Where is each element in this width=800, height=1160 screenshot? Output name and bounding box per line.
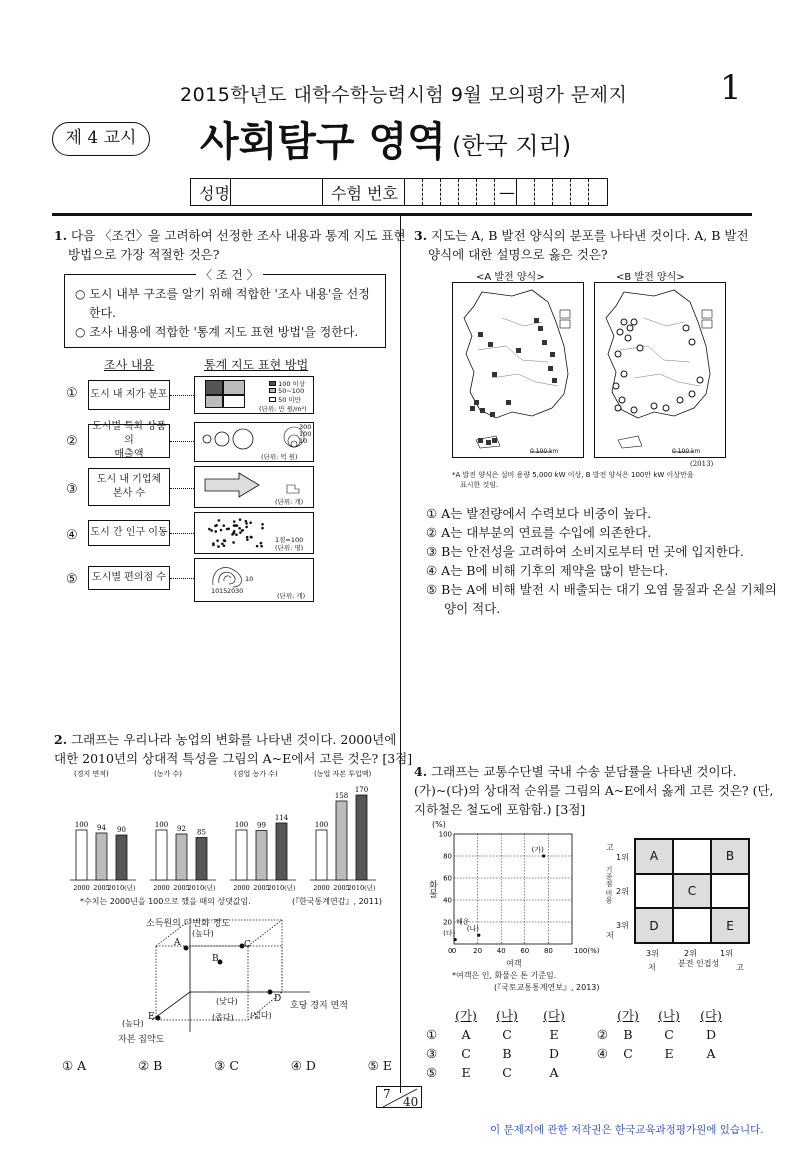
q3-text-line1: 지도는 A, B 발전 양식의 분포를 나타낸 것이다. A, B 발전 xyxy=(431,228,749,243)
density-dot xyxy=(212,544,215,547)
bar-value-label: 99 xyxy=(257,821,266,830)
category-label: 2000 xyxy=(313,884,330,892)
q3-answer-2[interactable]: ② A는 대부분의 연료를 수입에 의존한다. xyxy=(426,525,652,540)
grid-x-high: 고 xyxy=(736,963,744,972)
q4-stem xyxy=(414,762,774,819)
grid-cell-empty xyxy=(635,874,673,909)
bar xyxy=(96,833,107,880)
q1-option-content: 도시별 편의점 수 xyxy=(88,566,170,590)
bar xyxy=(176,834,187,880)
shipping-label: 해운 xyxy=(456,918,470,927)
x-tick-label: 80 xyxy=(543,947,553,955)
cube-y-high: (높다) xyxy=(192,929,214,938)
grid-y-3: 3위 xyxy=(616,921,629,930)
exam-digit-box[interactable] xyxy=(405,179,423,205)
column-divider xyxy=(400,213,401,1093)
q4-note: *여객은 인, 화물은 톤 기준임. xyxy=(452,971,557,980)
grid-cell-A: A xyxy=(635,839,673,874)
density-dot xyxy=(245,522,248,525)
period-badge: 제 4 교시 xyxy=(52,122,150,156)
q1-option-num[interactable]: ② xyxy=(66,434,78,449)
category-label: 2010(년) xyxy=(187,884,216,892)
scatter-point xyxy=(542,854,545,857)
q4-text-line1: 그래프는 교통수단별 국내 수송 분담률을 나타낸 것이다. xyxy=(431,764,737,779)
q2-answers xyxy=(62,1056,392,1075)
q4-text-line2: (가)~(다)의 상대적 순위를 그림의 A~E에서 옳게 고른 것은? (단, xyxy=(414,783,774,798)
density-dot xyxy=(239,518,242,521)
q3-scale-b: 0 100 km xyxy=(672,448,701,455)
density-dot xyxy=(261,523,264,526)
q1-col-content: 조사 내용 xyxy=(104,358,155,372)
bar xyxy=(236,830,247,880)
bar xyxy=(316,830,327,880)
category-label: 2005 xyxy=(93,884,110,892)
density-dot xyxy=(214,530,217,533)
connector xyxy=(170,533,194,534)
q4-answer-row[interactable]: ③ C B D ④ C E A xyxy=(426,1046,716,1061)
density-dot xyxy=(234,524,237,527)
q2-text-line1: 그래프는 우리나라 농업의 변화를 나타낸 것이다. 2000년에 xyxy=(71,732,397,747)
bar xyxy=(276,823,287,880)
density-dot xyxy=(239,531,242,534)
q4-answer-row[interactable]: ⑤ E C A xyxy=(426,1065,559,1080)
bar xyxy=(76,830,87,880)
grid-y-2: 2위 xyxy=(616,887,629,896)
bar xyxy=(116,835,127,880)
grid-x-low: 저 xyxy=(648,963,656,972)
footer-page-total: 40 xyxy=(403,1095,419,1109)
q2-stem xyxy=(54,730,412,768)
cube-wide: (넓다) xyxy=(250,1011,272,1020)
q3-answer-5-cont: 양이 적다. xyxy=(444,601,501,616)
q4-rank-grid xyxy=(634,838,750,944)
bar-value-label: 90 xyxy=(117,826,126,834)
bar-value-label: 114 xyxy=(274,814,289,822)
q2-answer-3[interactable]: ③ C xyxy=(214,1058,239,1073)
cube-point-E: E xyxy=(148,1012,155,1022)
q1-number: 1. xyxy=(54,228,68,243)
grid-cell-C: C xyxy=(673,874,711,909)
grid-y-label: 기종점 비용 xyxy=(605,866,613,904)
student-info-box xyxy=(190,178,608,206)
bar-value-label: 85 xyxy=(197,828,206,837)
category-label: 2010(년) xyxy=(347,884,376,892)
bar-value-label: 92 xyxy=(177,825,186,833)
exam-title: 2015학년도 대학수학능력시험 9월 모의평가 문제지 xyxy=(180,84,628,106)
cube-point-C: C xyxy=(244,940,251,950)
q4-answer-row[interactable]: ① A C E ② B C D xyxy=(426,1027,717,1042)
category-label: 2005 xyxy=(173,884,190,892)
q2-answer-1[interactable]: ① A xyxy=(62,1058,87,1073)
grid-x-2: 2위 xyxy=(684,949,697,958)
y-tick-label: 80 xyxy=(443,852,452,861)
point-label: (다) xyxy=(443,929,456,938)
density-dot xyxy=(216,539,219,542)
x-tick-label: 60 xyxy=(520,947,530,955)
q1-map-isoline: 10 10 15 20 30 (단위: 개) xyxy=(194,558,314,602)
q1-map-flow-arrow: (단위: 개) xyxy=(194,466,314,508)
q4-x-label: 여객 xyxy=(506,959,522,968)
q3-answer-4[interactable]: ④ A는 B에 비해 기후의 제약을 많이 받는다. xyxy=(426,563,669,578)
q2-bar-charts xyxy=(70,768,390,896)
density-dot xyxy=(245,520,248,523)
q4-number: 4. xyxy=(414,764,428,779)
density-dot xyxy=(235,533,238,536)
footer-page-current: 7 xyxy=(383,1087,391,1101)
density-dot xyxy=(249,521,252,524)
q2-answer-2[interactable]: ② B xyxy=(138,1058,163,1073)
density-dot xyxy=(217,545,220,548)
q3-scale-a: 0 100 km xyxy=(530,448,559,455)
q2-source: (『한국통계연감』, 2011) xyxy=(292,897,383,906)
exam-digit-box[interactable] xyxy=(517,179,535,205)
q3-map-a-title: <A 발전 양식> xyxy=(476,272,545,283)
grid-cell-B: B xyxy=(711,839,749,874)
q3-map-b xyxy=(594,282,726,458)
grid-y-low: 저 xyxy=(606,931,614,940)
q3-map-a xyxy=(452,282,584,458)
q2-number: 2. xyxy=(54,732,68,747)
exam-digit-box[interactable] xyxy=(589,179,607,205)
y-tick-label: 60 xyxy=(443,874,452,883)
q1-option-num[interactable]: ③ xyxy=(66,482,78,497)
bar xyxy=(336,801,347,880)
cube-point-D: D xyxy=(274,994,282,1004)
grid-y-high: 고 xyxy=(606,843,614,852)
exam-number-label: 수험 번호 xyxy=(323,179,405,205)
category-label: 2010(년) xyxy=(267,884,296,892)
density-dot xyxy=(215,524,218,527)
connector xyxy=(170,578,194,579)
bar xyxy=(156,830,167,880)
q3-answer-1[interactable]: ① A는 발전량에서 수력보다 비중이 높다. xyxy=(426,506,652,521)
cube-point-A: A xyxy=(174,938,181,948)
q1-map-choropleth: 100 이상 50~100 50 미만 (단위: 만 원/m²) xyxy=(194,376,314,414)
q1-option-num[interactable]: ⑤ xyxy=(66,572,78,587)
q4-source: (『국토교통통계연보』, 2013) xyxy=(494,983,600,992)
density-dot xyxy=(220,529,223,532)
q1-option-content: 도시 내 기업체 본사 수 xyxy=(88,468,170,506)
q2-answer-4[interactable]: ④ D xyxy=(290,1058,316,1073)
cube-z-label: 자본 집약도 xyxy=(118,1035,165,1045)
density-dot xyxy=(218,519,221,522)
q1-col-method: 통계 지도 표현 방법 xyxy=(204,358,309,372)
category-label: 2000 xyxy=(153,884,170,892)
q1-option-content: 도시 내 지가 분포 xyxy=(88,380,170,410)
exam-digit-box[interactable] xyxy=(423,179,441,205)
q3-text-line2: 양식에 대한 설명으로 옳은 것은? xyxy=(428,247,608,262)
scatter-point xyxy=(477,934,480,937)
q1-option-num[interactable]: ① xyxy=(66,386,78,401)
q3-number: 3. xyxy=(414,228,428,243)
x-tick-label: 40 xyxy=(496,947,506,955)
density-dot xyxy=(241,529,244,532)
cube-low: (낮다) xyxy=(216,997,238,1006)
q3-answer-5[interactable]: ⑤ B는 A에 비해 발전 시 배출되는 대기 오염 물질과 온실 기체의 xyxy=(426,582,777,597)
density-dot xyxy=(226,528,229,531)
name-label: 성명 xyxy=(191,179,231,205)
bar xyxy=(196,838,207,881)
subject-subtitle: (한국 지리) xyxy=(452,132,572,160)
q1-cond2: ○ 조사 내용에 적합한 '통계 지도 표현 방법'을 정한다. xyxy=(75,325,359,339)
cube-z-high: (높다) xyxy=(122,1019,144,1028)
q1-map-dot-density: 1점=100 (단위: 명) xyxy=(194,512,314,554)
page-number: 1 xyxy=(720,68,742,108)
exam-digit-box[interactable] xyxy=(553,179,571,205)
density-dot xyxy=(233,530,236,533)
q1-map-proportional-circles: 300 100 10 (단위: 억 원) xyxy=(194,422,314,462)
density-dot xyxy=(238,527,241,530)
density-dot xyxy=(256,545,259,548)
grid-cell-empty xyxy=(673,839,711,874)
connector xyxy=(170,395,194,396)
bar-value-label: 170 xyxy=(354,786,369,794)
series-title: (농가 수) xyxy=(154,770,182,778)
exam-digit-box[interactable] xyxy=(477,179,495,205)
exam-digit-box[interactable] xyxy=(535,179,553,205)
category-label: 2010(년) xyxy=(107,884,136,892)
y-tick-label: 20 xyxy=(443,918,452,927)
exam-digit-box[interactable] xyxy=(441,179,459,205)
q3-answer-3[interactable]: ③ B는 안전성을 고려하여 소비지로부터 먼 곳에 입지한다. xyxy=(426,544,744,559)
q1-option-num[interactable]: ④ xyxy=(66,528,78,543)
subject-title: 사회탐구 영역 xyxy=(200,119,446,165)
category-label: 2000 xyxy=(73,884,90,892)
cube-x-label: 호당 경지 면적 xyxy=(290,1001,348,1011)
q1-text-line2: 방법으로 가장 적절한 것은? xyxy=(68,247,220,262)
bar xyxy=(256,831,267,881)
q1-option-content: 도시별 특화 상품의 매출액 xyxy=(88,424,170,458)
density-dot xyxy=(223,539,226,542)
q3-note: *A 발전 양식은 설비 용량 5,000 kW 이상, B 발전 양식은 100만 kW 이상만을 표시한 것임. xyxy=(452,471,694,489)
density-dot xyxy=(261,527,264,530)
q1-condition-title: 〈 조 건 〉 xyxy=(196,266,263,283)
bar-value-label: 94 xyxy=(97,824,106,832)
bar-value-label: 100 xyxy=(154,821,169,829)
q1-text-line1: 다음 〈조건〉을 고려하여 선정한 조사 내용과 통계 지도 표현 xyxy=(71,228,406,243)
density-dot xyxy=(222,524,225,527)
grid-cell-E: E xyxy=(711,908,749,943)
q4-text-line3: 지하철은 철도에 포함함.) [3점] xyxy=(414,802,586,817)
name-field[interactable] xyxy=(231,179,323,205)
exam-digit-box[interactable] xyxy=(571,179,589,205)
grid-y-1: 1위 xyxy=(616,853,629,862)
q3-map-b-title: <B 발전 양식> xyxy=(616,272,685,283)
bar-value-label: 100 xyxy=(314,821,329,829)
density-dot xyxy=(208,528,211,531)
q2-note: *수치는 2000년을 100으로 했을 때의 상댓값임. xyxy=(80,897,251,906)
q3-answers xyxy=(426,504,777,618)
y-tick-label: 40 xyxy=(443,896,452,905)
density-dot xyxy=(233,520,236,523)
exam-number-dash: — xyxy=(495,179,517,205)
density-dot xyxy=(210,529,213,532)
grid-x-label: 분전 인접성 xyxy=(678,959,720,968)
connector xyxy=(170,441,194,442)
category-label: 2005 xyxy=(333,884,350,892)
footer-page-box xyxy=(376,1086,422,1108)
density-dot xyxy=(245,526,248,529)
density-dot xyxy=(246,536,249,539)
density-dot xyxy=(260,542,263,545)
series-title: (경지 면적) xyxy=(74,770,109,778)
grid-x-1: 1위 xyxy=(720,949,733,958)
q2-answer-5[interactable]: ⑤ E xyxy=(367,1058,392,1073)
q1-cond1-line1: ○ 도시 내부 구조를 알기 위해 적합한 '조사 내용'을 선정 xyxy=(75,287,370,301)
q2-text-line2: 대한 2010년의 상대적 특성을 그림의 A~E에서 고른 것은? [3점] xyxy=(54,751,413,766)
grid-cell-D: D xyxy=(635,908,673,943)
grid-x-3: 3위 xyxy=(646,949,659,958)
exam-digit-box[interactable] xyxy=(459,179,477,205)
scatter-point xyxy=(454,938,457,941)
density-dot xyxy=(260,545,263,548)
point-label: (가) xyxy=(531,846,544,854)
bar-value-label: 100 xyxy=(234,821,249,829)
series-title: (겸업 농가 수) xyxy=(234,770,278,778)
y-tick-label: 100 xyxy=(438,830,452,839)
cube-point-B: B xyxy=(212,954,219,964)
grid-cell-empty xyxy=(711,874,749,909)
q1-cond1-line2: 한다. xyxy=(89,306,116,320)
q3-stem xyxy=(414,226,749,264)
top-rule xyxy=(52,213,752,216)
density-dot xyxy=(223,544,226,547)
point-label: (나) xyxy=(466,925,480,934)
density-dot xyxy=(246,538,249,541)
x-tick-label: 0 xyxy=(451,947,457,955)
q1-option-content: 도시 간 인구 이동 xyxy=(88,520,170,546)
cube-y-label: 소득원의 다변화 정도 xyxy=(146,919,230,929)
q3-year: (2013) xyxy=(690,460,714,468)
q1-stem xyxy=(54,226,406,264)
bar-value-label: 158 xyxy=(334,792,349,800)
grid-cell-empty xyxy=(673,908,711,943)
copyright-notice: 이 문제지에 관한 저작권은 한국교육과정평가원에 있습니다. xyxy=(490,1124,764,1136)
bar-value-label: 100 xyxy=(74,821,89,829)
density-dot xyxy=(232,541,235,544)
x-tick-label: 20 xyxy=(473,947,483,955)
q1-condition-box xyxy=(64,274,386,348)
cube-narrow: (좁다) xyxy=(212,1013,234,1022)
connector xyxy=(170,488,194,489)
category-label: 2005 xyxy=(253,884,270,892)
origin-label: 0 xyxy=(448,947,453,955)
q4-y-label: 화물 xyxy=(427,880,437,898)
q4-answers: (가) (나) (다) (가) (나) (다) ① A C E ② B C D ③ C B D ④ C E A ⑤ E C A xyxy=(426,1006,746,1082)
series-title: (농업 자본 투입액) xyxy=(314,770,372,778)
q4-scatter-chart xyxy=(438,828,600,964)
density-dot xyxy=(250,536,253,539)
x-unit-label: 100(%) xyxy=(574,947,600,955)
q4-y-unit: (%) xyxy=(432,820,446,829)
bar xyxy=(356,795,367,880)
category-label: 2000 xyxy=(233,884,250,892)
